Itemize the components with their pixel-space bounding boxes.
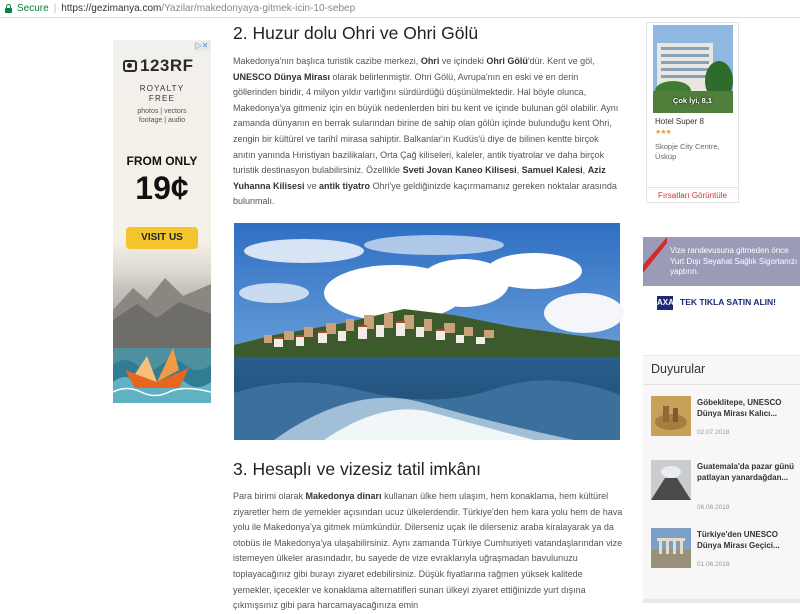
gobeklitepe-thumbnail bbox=[651, 396, 691, 436]
ad-price: 19¢ bbox=[135, 170, 189, 206]
list-item[interactable] bbox=[651, 396, 800, 448]
insurance-ad[interactable] bbox=[643, 237, 800, 321]
insurance-ad-bar[interactable] bbox=[643, 286, 800, 321]
highlight-samuel: Samuel Kalesi bbox=[521, 165, 583, 176]
section-3 bbox=[233, 458, 623, 614]
announcement-title[interactable]: Göbeklitepe, UNESCO Dünya Mirası Kalıcı... bbox=[697, 398, 782, 418]
camera-icon bbox=[123, 60, 137, 72]
section-3-paragraph: Para birimi olarak Makedonya dinarı kullanan ülke hem ulaşım, hem konaklama, hem kültürel ziyaretler hem de yemekler açısından ucuz ülkelerdendir. Türkiye'den hem kara yolu hem de hava yolu ile Makedonya'ya gitmek mümkündür. Dilerseniz uçak ile dilerseniz araba kiralayarak ya da otobüs ile Makedonya'ya ulaşabilirsiniz. Aynı zamanda Türkiye Cumhuriyeti vatandaşlarından vize istemeyen ülkeler arasındadır, bu sayede de vize evraklarıyla uğraşmadan bavulunuzu toplayacağınız gibi burayı ziyaret edebilirsiniz. Düşük fiyatlarına rağmen yüksek kalitede yemekler, içecekler ve konaklama alternatifleri sunan ülkeyi ziyaret ettiğinizde yurt dışına çıkmışsınız gibi para harcamayacağınıza emin bbox=[233, 491, 623, 611]
star-rating-icon: ★★★ bbox=[655, 129, 671, 136]
highlight-unesco: UNESCO Dünya Mirası bbox=[233, 71, 331, 82]
highlight-dinar: Makedonya dinarı bbox=[305, 491, 382, 501]
highlight-antik: antik tiyatro bbox=[319, 180, 371, 191]
list-item[interactable] bbox=[651, 528, 800, 580]
announcement-date: 01.06.2018 bbox=[697, 561, 730, 568]
ruins-thumbnail bbox=[651, 528, 691, 568]
section-3-title: 3. Hesaplı ve vizesiz tatil imkânı bbox=[233, 459, 482, 479]
ad-small-2: footage | audio bbox=[138, 117, 186, 124]
ad-visit-button[interactable]: VISIT US bbox=[126, 227, 198, 249]
ad-from-label: FROM ONLY bbox=[126, 154, 198, 168]
address-bar[interactable] bbox=[0, 0, 800, 18]
announcements-title: Duyurular bbox=[651, 362, 706, 376]
secure-label: Secure bbox=[17, 3, 49, 14]
next-panel-edge bbox=[643, 599, 800, 603]
section-2-title: 2. Huzur dolu Ohri ve Ohri Gölü bbox=[233, 23, 479, 43]
divider bbox=[643, 384, 800, 385]
ad-tagline-1: ROYALTY bbox=[139, 84, 185, 93]
view-deals-button[interactable]: Fırsatları Görüntüle bbox=[647, 187, 738, 202]
link-ohri: Ohri bbox=[420, 56, 440, 66]
hotel-score: Çok İyi, 8,1 bbox=[672, 96, 713, 105]
ad-small-1: photos | vectors bbox=[137, 108, 187, 115]
announcement-title[interactable]: Türkiye'den UNESCO Dünya Mirası Geçici... bbox=[697, 530, 780, 550]
section-2-paragraph: Makedonya'nın başlıca turistik cazibe merkezi, Ohri ve içindeki Ohri Gölü'dür. Kent ve göl, UNESCO Dünya Mirası olarak belirlenmiştir. Ohri Gölü, Avrupa'nın en eski ve en derin göllerinden biridir, 4 milyon yıldır varlığını sürdürdüğü düşünülmektedir. Hal böyle olunca, Makedonya'ya gitmeniz için en büyük nedenlerden biri bu kent ve içinde bulunan göl olabilir. Aynı zamanda dünyanın en berrak sularından birine de sahip olan gölün içinde bulunduğu kent Ohri, zengin bir kültürel ve tarihî mirasa sahiptir. Balkanlar'ın Kudüs'ü diye de bilinen kentte birçok anıtın yanında Hıristiyan bazilikaları, Orta Çağ kiliseleri, kaleler, antik tiyatrolar ve daha birçok turistik destinasyon bulabilirsiniz. Özellikle Sveti Jovan Kaneo Kilisesi, Samuel Kalesi, Aziz Yuhanna Kilisesi ve antik tiyatro Ohri'ye geldiğinizde kaçırmamanız gereken noktalar arasında bulunmalı. bbox=[233, 56, 619, 207]
ad-tagline bbox=[113, 84, 211, 104]
hotel-name[interactable]: Hotel Super 8 bbox=[655, 117, 704, 126]
ad-brand: 123RF bbox=[140, 56, 194, 75]
highlight-aziz: Aziz Yuhanna Kilisesi bbox=[233, 165, 606, 191]
ad-illustration bbox=[113, 270, 211, 403]
list-item[interactable] bbox=[651, 460, 800, 512]
announcement-date: 06.06.2018 bbox=[697, 504, 730, 511]
buy-now-button[interactable]: TEK TIKLA SATIN ALIN! bbox=[680, 297, 777, 307]
volcano-thumbnail bbox=[651, 460, 691, 500]
article-content bbox=[233, 22, 623, 210]
highlight-sveti-jovan: Sveti Jovan Kaneo Kilisesi bbox=[402, 165, 517, 176]
announcement-title[interactable]: Guatemala'da pazar günü patlayan yanardağdan... bbox=[697, 462, 795, 482]
ad-logo bbox=[123, 56, 194, 76]
insurance-ad-text: Vize randevusuna gitmeden önce Yurt Dışı Seyahat Sağlık Sigortanızı yaptırın. bbox=[670, 246, 798, 276]
announcements-panel bbox=[643, 355, 800, 603]
url-domain[interactable]: https://gezimanya.com bbox=[61, 3, 162, 14]
url-path[interactable]: /Yazilar/makedonyaya-gitmek-icin-10-sebep bbox=[161, 3, 356, 14]
hotel-address: Skopje City Centre, Üsküp bbox=[655, 142, 720, 161]
ohrid-lake-photo bbox=[234, 223, 620, 440]
link-ohri-golu: Ohri Gölü bbox=[486, 56, 528, 66]
ad-close-icon[interactable]: ▷✕ bbox=[195, 41, 209, 50]
advertisement-123rf[interactable] bbox=[113, 40, 211, 403]
address-separator: | bbox=[53, 3, 57, 14]
announcement-date: 02.07.2018 bbox=[697, 429, 730, 436]
hotel-card[interactable] bbox=[646, 22, 739, 203]
lock-icon bbox=[4, 4, 13, 13]
axa-logo: AXA bbox=[657, 296, 673, 310]
ad-tagline-2: FREE bbox=[148, 94, 176, 103]
